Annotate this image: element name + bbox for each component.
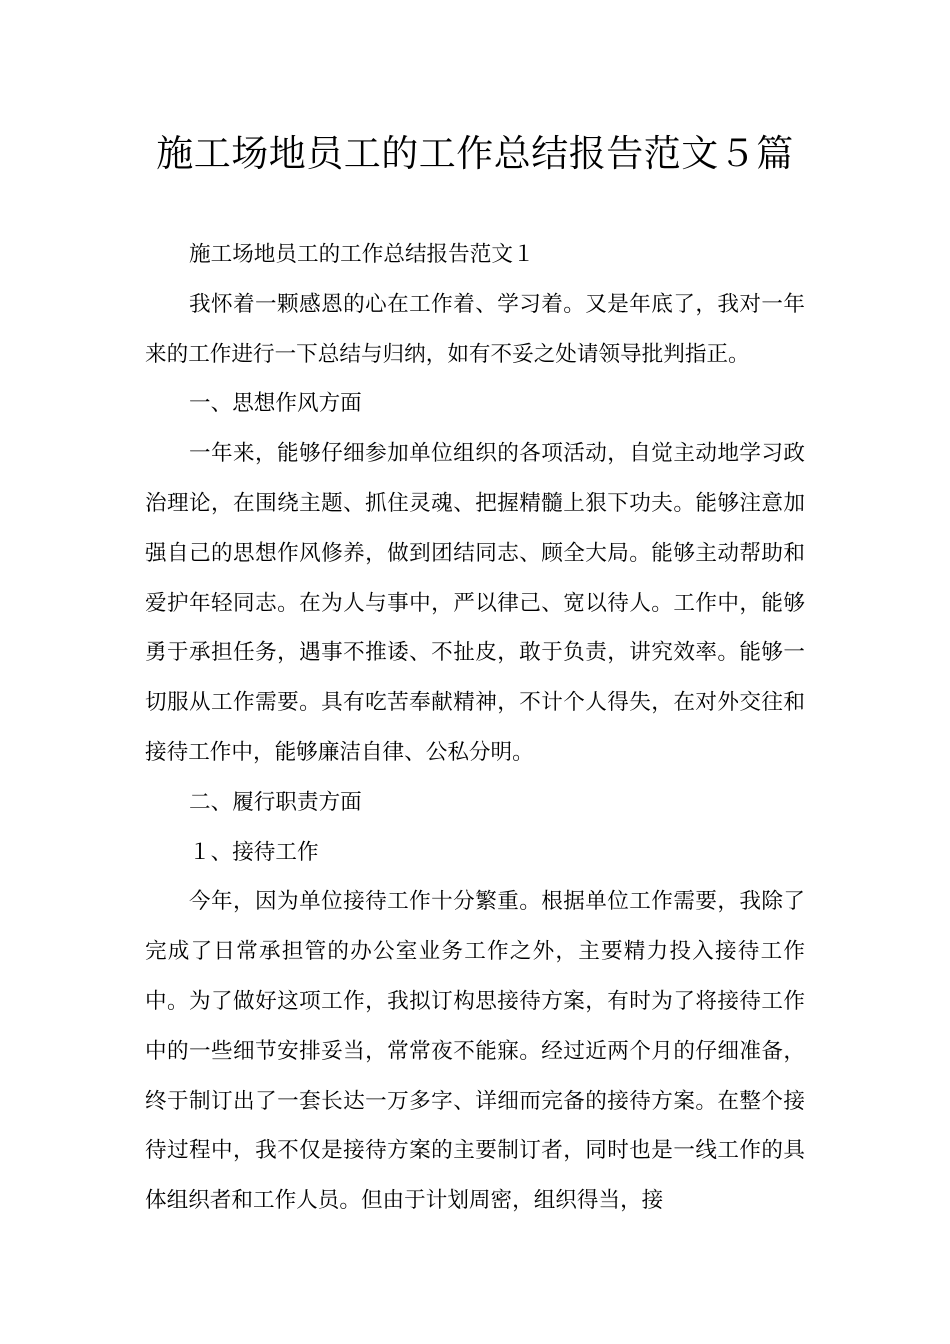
intro-paragraph: 我怀着一颗感恩的心在工作着、学习着。又是年底了，我对一年来的工作进行一下总结与归纳，如有不妥之处请领导批判指正。 xyxy=(145,291,805,367)
subsection-heading-reception: １、接待工作 xyxy=(189,839,319,865)
section-heading-report-1: 施工场地员工的工作总结报告范文１ xyxy=(189,242,535,267)
section-heading-ideology: 一、思想作风方面 xyxy=(189,391,362,417)
document-body xyxy=(145,230,805,1226)
section-heading-duties: 二、履行职责方面 xyxy=(189,789,362,815)
document-title: 施工场地员工的工作总结报告范文５篇 xyxy=(156,132,794,175)
reception-paragraph: 今年，因为单位接待工作十分繁重。根据单位工作需要，我除了完成了日常承担管的办公室业务工作之外，主要精力投入接待工作中。为了做好这项工作，我拟订构思接待方案，有时为了将接待工作中的一些细节安排妥当，常常夜不能寐。经过近两个月的仔细准备，终于制订出了一套长达一万多字、详细而完备的接待方案。在整个接待过程中，我不仅是接待方案的主要制订者，同时也是一线工作的具体组织者和工作人员。但由于计划周密，组织得当，接 xyxy=(145,889,805,1214)
ideology-paragraph: 一年来，能够仔细参加单位组织的各项活动，自觉主动地学习政治理论，在围绕主题、抓住灵魂、把握精髓上狠下功夫。能够注意加强自己的思想作风修养，做到团结同志、顾全大局。能够主动帮助和爱护年轻同志。在为人与事中，严以律己、宽以待人。工作中，能够勇于承担任务，遇事不推诿、不扯皮，敢于负责，讲究效率。能够一切服从工作需要。具有吃苦奉献精神，不计个人得失，在对外交往和接待工作中，能够廉洁自律、公私分明。 xyxy=(145,441,805,765)
